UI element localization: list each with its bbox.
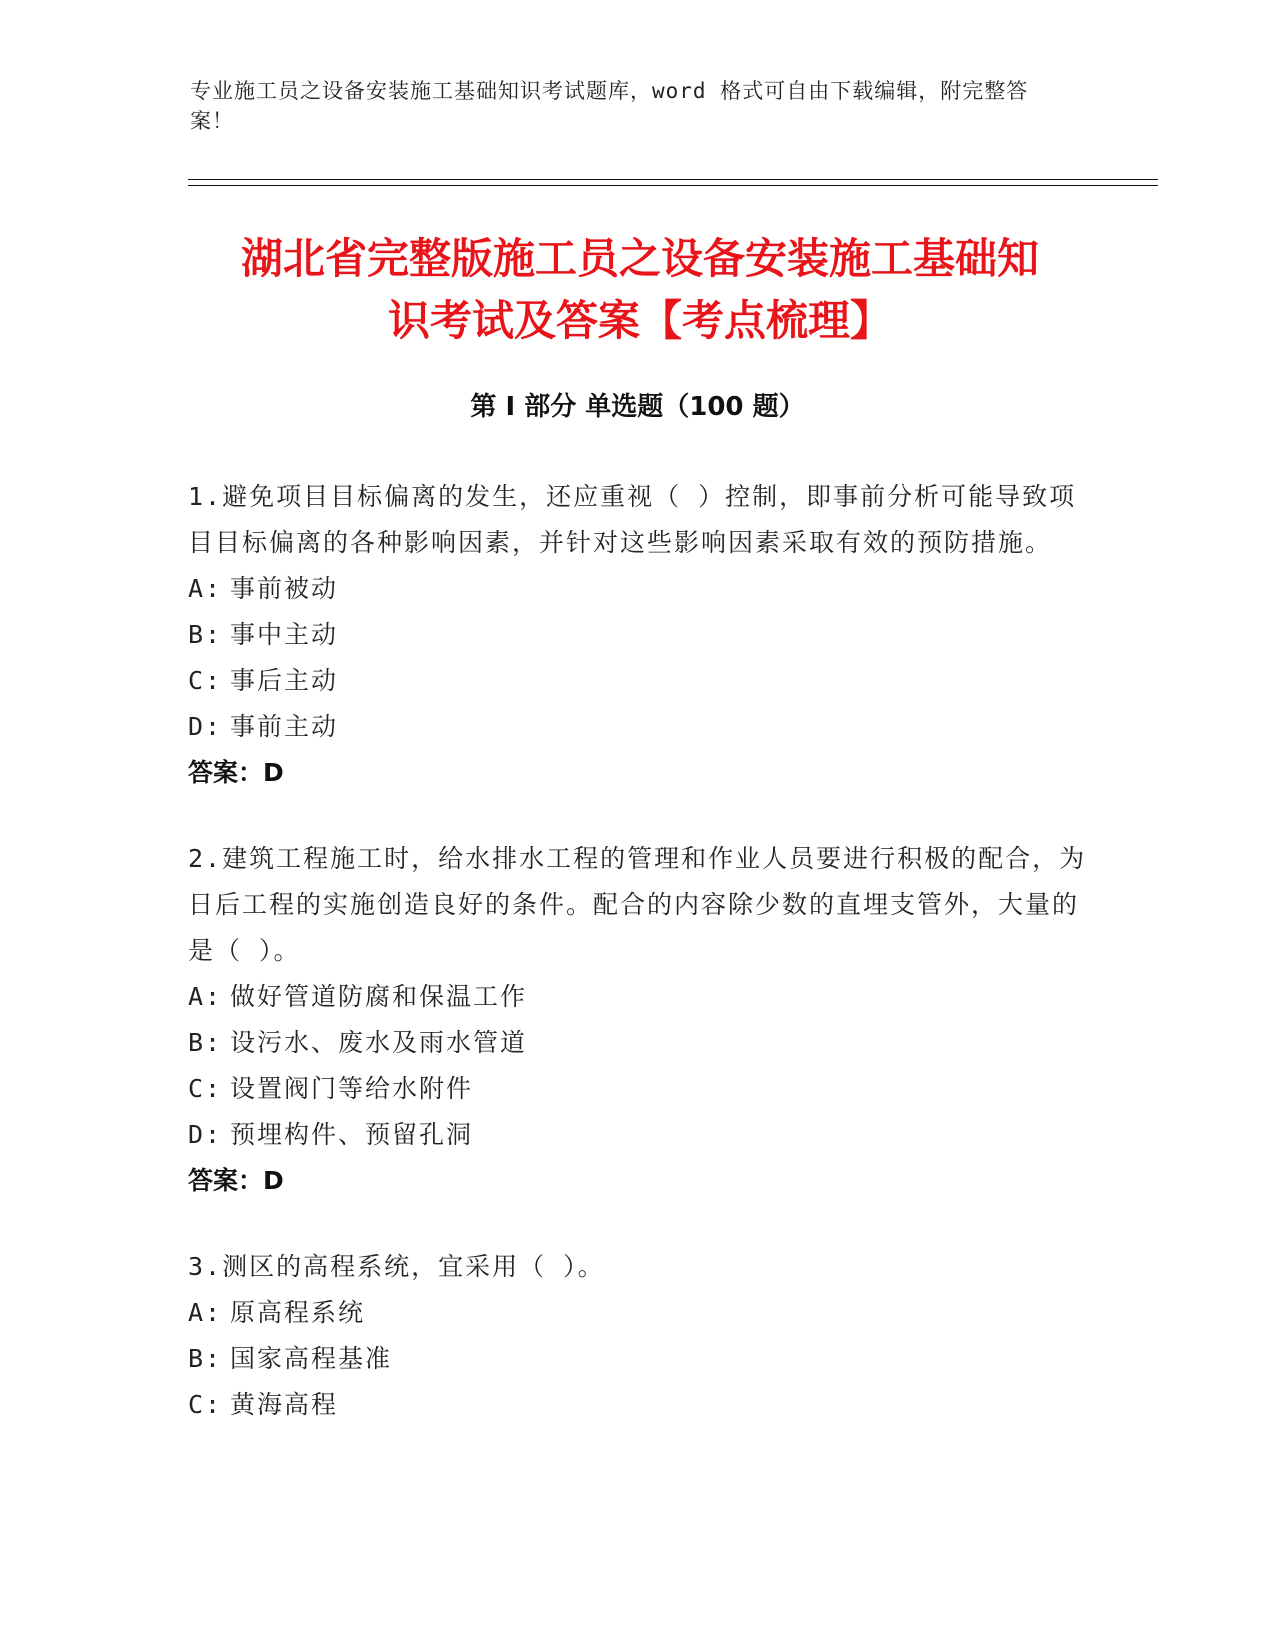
question-stem: 3.测区的高程系统，宜采用（ ）。	[188, 1252, 605, 1281]
option-a	[188, 566, 1088, 612]
option-text: 事前被动	[230, 574, 339, 603]
question-stem: 1.避免项目目标偏离的发生，还应重视（ ）控制，即事前分析可能导致项目目标偏离的各种影响因素，并针对这些影响因素采取有效的预防措施。	[188, 482, 1077, 557]
document-title-line-1: 湖北省完整版施工员之设备安装施工基础知	[240, 234, 1039, 283]
option-key: C:	[188, 1074, 223, 1103]
option-key: D:	[188, 712, 223, 741]
option-key: C:	[188, 1390, 223, 1419]
option-text: 设污水、废水及雨水管道	[230, 1028, 528, 1057]
header-note: 专业施工员之设备安装施工基础知识考试题库，word 格式可自由下载编辑，附完整答案！	[190, 79, 1029, 133]
document-title-line-2: 识考试及答案【考点梳理】	[387, 296, 892, 345]
section-title: 第 I 部分 单选题（100 题）	[470, 392, 805, 422]
option-key: B:	[188, 620, 223, 649]
option-text: 事后主动	[230, 666, 339, 695]
question-2	[188, 836, 1088, 1204]
option-text: 国家高程基准	[230, 1344, 393, 1373]
answer: 答案：D	[188, 758, 284, 787]
option-key: A:	[188, 982, 223, 1011]
option-d	[188, 704, 1088, 750]
document-title	[150, 228, 1130, 352]
option-key: B:	[188, 1028, 223, 1057]
option-text: 原高程系统	[230, 1298, 366, 1327]
option-text: 做好管道防腐和保温工作	[230, 982, 528, 1011]
option-key: D:	[188, 1120, 223, 1149]
option-a	[188, 974, 1088, 1020]
option-b	[188, 1336, 1088, 1382]
option-c	[188, 1066, 1088, 1112]
question-list	[188, 474, 1088, 1468]
option-key: A:	[188, 574, 223, 603]
question-3	[188, 1244, 1088, 1428]
option-text: 事中主动	[230, 620, 339, 649]
header-divider-bottom	[188, 185, 1158, 186]
option-text: 黄海高程	[230, 1390, 339, 1419]
question-1	[188, 474, 1088, 796]
option-key: B:	[188, 1344, 223, 1373]
question-stem: 2.建筑工程施工时，给水排水工程的管理和作业人员要进行积极的配合，为日后工程的实施创造良好的条件。配合的内容除少数的直埋支管外，大量的是（ ）。	[188, 844, 1087, 965]
option-b	[188, 612, 1088, 658]
option-text: 事前主动	[230, 712, 339, 741]
option-text: 预埋构件、预留孔洞	[230, 1120, 474, 1149]
option-text: 设置阀门等给水附件	[230, 1074, 474, 1103]
header-divider-top	[188, 179, 1158, 180]
option-key: A:	[188, 1298, 223, 1327]
option-b	[188, 1020, 1088, 1066]
option-c	[188, 1382, 1088, 1428]
option-d	[188, 1112, 1088, 1158]
option-a	[188, 1290, 1088, 1336]
option-key: C:	[188, 666, 223, 695]
answer: 答案：D	[188, 1166, 284, 1195]
option-c	[188, 658, 1088, 704]
